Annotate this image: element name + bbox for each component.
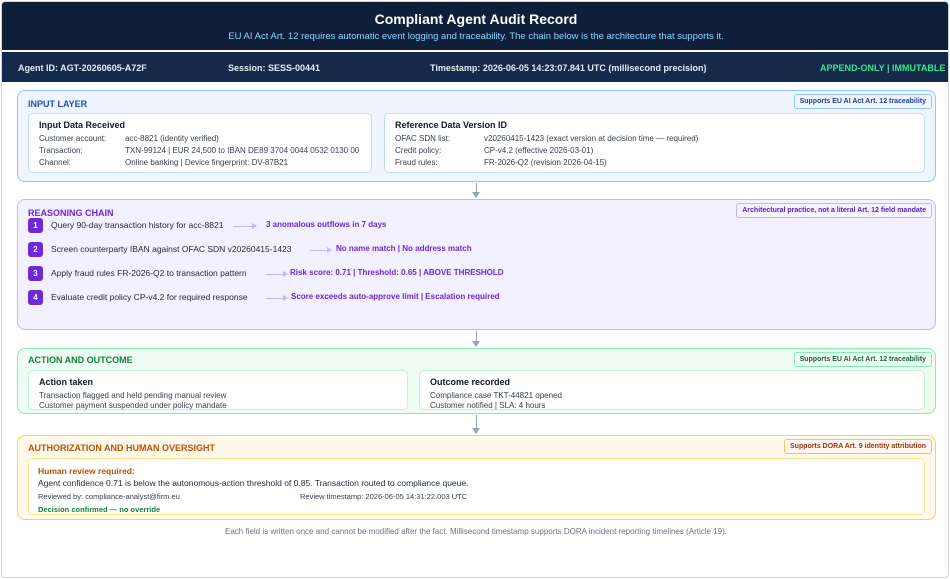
kv-key: Customer account: — [39, 134, 107, 143]
timestamp: Timestamp: 2026-06-05 14:23:07.841 UTC (millisecond precision) — [430, 63, 707, 73]
flow-arrow — [476, 331, 477, 346]
compliance-badge: Supports EU AI Act Art. 12 traceability — [794, 352, 932, 367]
card-title: Input Data Received — [39, 120, 126, 130]
step-result: No name match | No address match — [336, 244, 472, 253]
step-action: Apply fraud rules FR-2026-Q2 to transaction pattern — [51, 268, 247, 278]
step-number: 3 — [28, 266, 43, 281]
kv-value: acc-8821 (identity verified) — [125, 134, 219, 143]
card-title: Action taken — [39, 377, 94, 387]
step-result: 3 anomalous outflows in 7 days — [266, 220, 387, 229]
outcome-recorded-card — [419, 370, 925, 410]
review-required-label: Human review required: — [38, 466, 135, 476]
action-taken-card — [28, 370, 408, 410]
kv-value: TXN-99124 | EUR 24,500 to IBAN DE89 3704 0044 0532 0130 00 — [125, 146, 360, 155]
kv-value: CP-v4.2 (effective 2026-03-01) — [484, 146, 594, 155]
audit-record — [1, 1, 949, 578]
review-timestamp: Review timestamp: 2026-06-05 14:31:22.003 UTC — [300, 492, 468, 501]
kv-key: Channel: — [39, 158, 72, 167]
step-arrow — [310, 250, 331, 251]
flow-arrow — [476, 183, 477, 197]
kv-key: OFAC SDN list: — [395, 134, 451, 143]
section-title: REASONING CHAIN — [28, 208, 114, 218]
append-only-flag: APPEND-ONLY | IMMUTABLE — [820, 63, 946, 73]
step-number: 4 — [28, 290, 43, 305]
confidence-note: Agent confidence 0.71 is below the autonomous-action threshold of 0.85. Transaction routed to compliance queue. — [38, 478, 469, 488]
kv-value: v20260415-1423 (exact version at decision time — required) — [484, 134, 699, 143]
practice-badge: Architectural practice, not a literal Art. 12 field mandate — [736, 203, 932, 218]
outcome-line: Compliance case TKT-44821 opened — [430, 391, 562, 400]
kv-key: Credit policy: — [395, 146, 442, 155]
page-subtitle: EU AI Act Art. 12 requires automatic event logging and traceability. The chain below is the architecture that supports it. — [228, 31, 724, 42]
step-action: Screen counterparty IBAN against OFAC SDN v20260415-1423 — [51, 244, 292, 254]
section-title: AUTHORIZATION AND HUMAN OVERSIGHT — [28, 443, 215, 453]
step-number: 1 — [28, 218, 43, 233]
reasoning-chain-section — [17, 199, 936, 330]
card-title: Outcome recorded — [430, 377, 511, 387]
card-title: Reference Data Version ID — [395, 120, 508, 130]
action-line: Customer payment suspended under policy mandate — [39, 401, 227, 410]
step-action: Query 90-day transaction history for acc-8821 — [51, 220, 224, 230]
header — [2, 2, 949, 50]
input-received-card — [28, 113, 372, 173]
dora-badge: Supports DORA Art. 9 identity attribution — [784, 439, 932, 454]
step-action: Evaluate credit policy CP-v4.2 for required response — [51, 292, 248, 302]
step-result: Risk score: 0.71 | Threshold: 0.65 | ABOVE THRESHOLD — [290, 268, 504, 277]
page-title: Compliant Agent Audit Record — [374, 11, 578, 27]
compliance-badge: Supports EU AI Act Art. 12 traceability — [794, 94, 932, 109]
meta-bar — [2, 52, 949, 82]
agent-id: Agent ID: AGT-20260605-A72F — [18, 63, 147, 73]
human-review-card — [28, 458, 925, 515]
step-number: 2 — [28, 242, 43, 257]
kv-value: Online banking | Device fingerprint: DV-87B21 — [125, 158, 289, 167]
step-arrow — [266, 274, 287, 275]
footer-note: Each field is written once and cannot be modified after the fact. Millisecond timestamp supports DORA incident reporting timelines (Article 19). — [224, 527, 727, 536]
step-arrow — [266, 298, 287, 299]
action-line: Transaction flagged and held pending manual review — [39, 391, 227, 400]
kv-key: Transaction: — [39, 146, 83, 155]
session-id: Session: SESS-00441 — [228, 63, 321, 73]
input-layer-section — [17, 90, 936, 182]
outcome-line: Customer notified | SLA: 4 hours — [430, 401, 546, 410]
action-outcome-section — [17, 348, 936, 414]
flow-arrow — [476, 415, 477, 433]
authorization-section — [17, 435, 936, 520]
step-arrow — [233, 226, 256, 227]
kv-value: FR-2026-Q2 (revision 2026-04-15) — [484, 158, 607, 167]
section-title: ACTION AND OUTCOME — [28, 355, 133, 365]
reference-data-card — [384, 113, 925, 173]
step-result: Score exceeds auto-approve limit | Escalation required — [291, 292, 500, 301]
kv-key: Fraud rules: — [395, 158, 438, 167]
section-title: INPUT LAYER — [28, 99, 88, 109]
reviewed-by: Reviewed by: compliance-analyst@firm.eu — [38, 492, 180, 501]
decision-status: Decision confirmed — no override — [38, 505, 161, 514]
